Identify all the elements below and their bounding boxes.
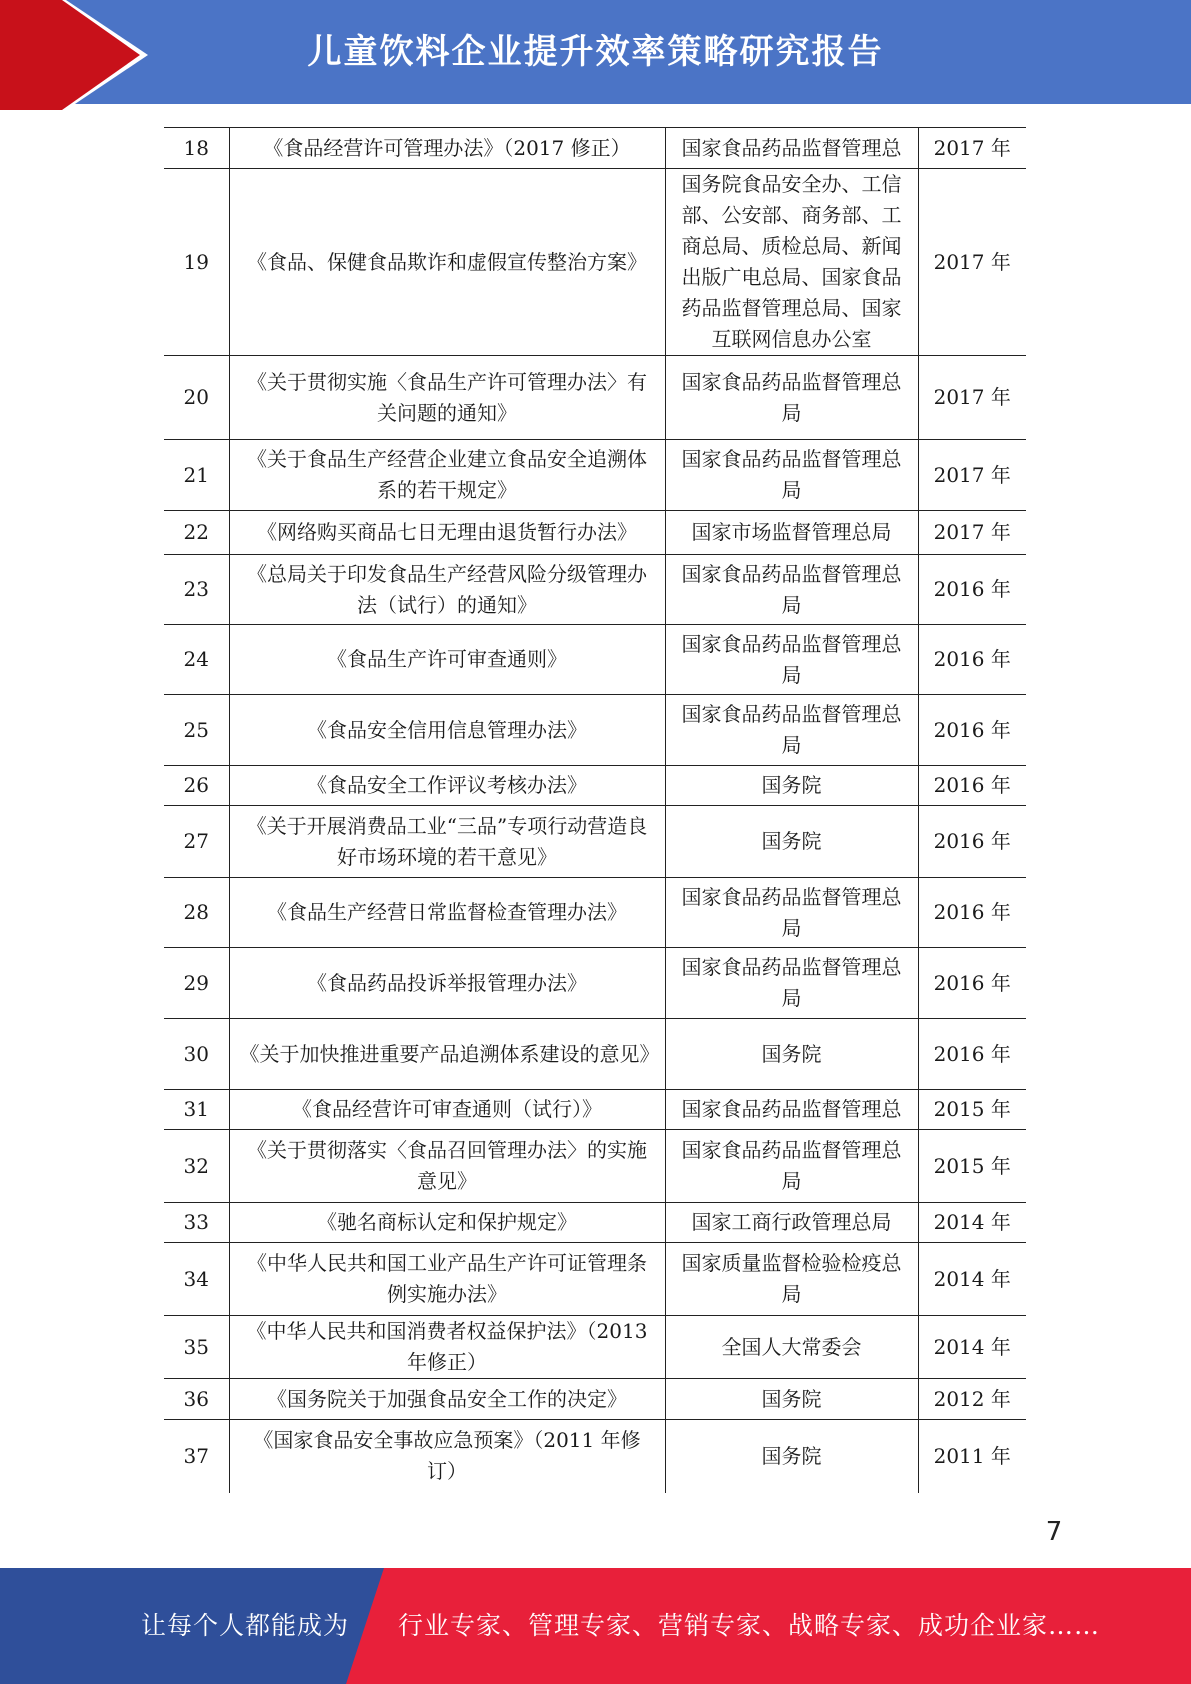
table-row <box>164 1203 1026 1243</box>
issuing-authority: 国家食品药品监督管理总局 <box>665 356 918 440</box>
issue-year: 2017 年 <box>918 356 1026 440</box>
row-number: 30 <box>164 1019 229 1090</box>
issuing-authority: 国家食品药品监督管理总局 <box>665 555 918 625</box>
row-number: 18 <box>164 128 229 169</box>
issue-year: 2014 年 <box>918 1243 1026 1316</box>
issuing-authority: 国家食品药品监督管理总局 <box>665 695 918 766</box>
footer-slogan-left: 让每个人都能成为 <box>141 1611 350 1640</box>
row-number: 32 <box>164 1130 229 1203</box>
issue-year: 2016 年 <box>918 806 1026 878</box>
regulation-name: 《关于加快推进重要产品追溯体系建设的意见》 <box>229 1019 665 1090</box>
table-row <box>164 1316 1026 1379</box>
regulation-name: 《国家食品安全事故应急预案》（2011 年修订） <box>229 1420 665 1493</box>
row-number: 25 <box>164 695 229 766</box>
table-row <box>164 511 1026 555</box>
page-number: 7 <box>1045 1517 1063 1547</box>
table-row <box>164 356 1026 440</box>
regulation-name: 《食品、保健食品欺诈和虚假宣传整治方案》 <box>229 169 665 356</box>
regulation-name: 《食品生产经营日常监督检查管理办法》 <box>229 878 665 948</box>
row-number: 28 <box>164 878 229 948</box>
regulation-name: 《食品药品投诉举报管理办法》 <box>229 948 665 1019</box>
regulation-name: 《关于食品生产经营企业建立食品安全追溯体系的若干规定》 <box>229 440 665 511</box>
issue-year: 2016 年 <box>918 766 1026 806</box>
row-number: 35 <box>164 1316 229 1379</box>
footer-slogan-right: 行业专家、管理专家、营销专家、战略专家、成功企业家…… <box>398 1611 1101 1640</box>
regulation-name: 《食品经营许可管理办法》（2017 修正） <box>229 128 665 169</box>
issuing-authority: 国务院 <box>665 806 918 878</box>
table-row <box>164 128 1026 169</box>
issuing-authority: 国家食品药品监督管理总局 <box>665 440 918 511</box>
issuing-authority: 国务院食品安全办、工信部、公安部、商务部、工商总局、质检总局、新闻出版广电总局、国家食品药品监督管理总局、国家互联网信息办公室 <box>665 169 918 356</box>
issue-year: 2016 年 <box>918 1019 1026 1090</box>
row-number: 31 <box>164 1090 229 1130</box>
regulation-name: 《国务院关于加强食品安全工作的决定》 <box>229 1379 665 1420</box>
regulation-name: 《食品生产许可审查通则》 <box>229 625 665 695</box>
row-number: 23 <box>164 555 229 625</box>
row-number: 27 <box>164 806 229 878</box>
row-number: 21 <box>164 440 229 511</box>
issuing-authority: 全国人大常委会 <box>665 1316 918 1379</box>
issuing-authority: 国家工商行政管理总局 <box>665 1203 918 1243</box>
table-row <box>164 440 1026 511</box>
table-row <box>164 1243 1026 1316</box>
issue-year: 2016 年 <box>918 555 1026 625</box>
row-number: 36 <box>164 1379 229 1420</box>
issue-year: 2014 年 <box>918 1203 1026 1243</box>
row-number: 34 <box>164 1243 229 1316</box>
table-row <box>164 1090 1026 1130</box>
table-row <box>164 169 1026 356</box>
regulation-name: 《关于贯彻实施〈食品生产许可管理办法〉有关问题的通知》 <box>229 356 665 440</box>
issuing-authority: 国家质量监督检验检疫总局 <box>665 1243 918 1316</box>
row-number: 19 <box>164 169 229 356</box>
issue-year: 2012 年 <box>918 1379 1026 1420</box>
issue-year: 2017 年 <box>918 511 1026 555</box>
issue-year: 2017 年 <box>918 128 1026 169</box>
table-row <box>164 1420 1026 1493</box>
regulation-name: 《中华人民共和国工业产品生产许可证管理条例实施办法》 <box>229 1243 665 1316</box>
issue-year: 2014 年 <box>918 1316 1026 1379</box>
table-row <box>164 766 1026 806</box>
table-row <box>164 695 1026 766</box>
issuing-authority: 国务院 <box>665 766 918 806</box>
row-number: 26 <box>164 766 229 806</box>
table-row <box>164 878 1026 948</box>
table-row <box>164 1379 1026 1420</box>
issue-year: 2016 年 <box>918 948 1026 1019</box>
row-number: 29 <box>164 948 229 1019</box>
row-number: 22 <box>164 511 229 555</box>
regulations-table <box>164 127 1026 1493</box>
regulation-name: 《关于贯彻落实〈食品召回管理办法〉的实施意见》 <box>229 1130 665 1203</box>
regulation-name: 《网络购买商品七日无理由退货暂行办法》 <box>229 511 665 555</box>
row-number: 37 <box>164 1420 229 1493</box>
issue-year: 2016 年 <box>918 878 1026 948</box>
regulation-name: 《食品安全工作评议考核办法》 <box>229 766 665 806</box>
row-number: 20 <box>164 356 229 440</box>
issuing-authority: 国家食品药品监督管理总 <box>665 128 918 169</box>
regulation-name: 《驰名商标认定和保护规定》 <box>229 1203 665 1243</box>
row-number: 33 <box>164 1203 229 1243</box>
issue-year: 2016 年 <box>918 695 1026 766</box>
issuing-authority: 国务院 <box>665 1019 918 1090</box>
regulation-name: 《食品安全信用信息管理办法》 <box>229 695 665 766</box>
row-number: 24 <box>164 625 229 695</box>
table-row <box>164 948 1026 1019</box>
table-row <box>164 1019 1026 1090</box>
issue-year: 2015 年 <box>918 1090 1026 1130</box>
table-row <box>164 555 1026 625</box>
table-row <box>164 1130 1026 1203</box>
regulation-name: 《中华人民共和国消费者权益保护法》（2013 年修正） <box>229 1316 665 1379</box>
issuing-authority: 国务院 <box>665 1420 918 1493</box>
issue-year: 2016 年 <box>918 625 1026 695</box>
issue-year: 2017 年 <box>918 169 1026 356</box>
issuing-authority: 国家食品药品监督管理总局 <box>665 625 918 695</box>
issuing-authority: 国家食品药品监督管理总局 <box>665 1130 918 1203</box>
issuing-authority: 国家市场监督管理总局 <box>665 511 918 555</box>
issuing-authority: 国家食品药品监督管理总 <box>665 1090 918 1130</box>
issuing-authority: 国家食品药品监督管理总局 <box>665 878 918 948</box>
table-row <box>164 806 1026 878</box>
issuing-authority: 国务院 <box>665 1379 918 1420</box>
issue-year: 2011 年 <box>918 1420 1026 1493</box>
regulation-name: 《关于开展消费品工业“三品”专项行动营造良好市场环境的若干意见》 <box>229 806 665 878</box>
issue-year: 2015 年 <box>918 1130 1026 1203</box>
document-title: 儿童饮料企业提升效率策略研究报告 <box>307 32 884 72</box>
issuing-authority: 国家食品药品监督管理总局 <box>665 948 918 1019</box>
regulation-name: 《总局关于印发食品生产经营风险分级管理办法（试行）的通知》 <box>229 555 665 625</box>
page-footer <box>0 1568 1191 1684</box>
issue-year: 2017 年 <box>918 440 1026 511</box>
table-row <box>164 625 1026 695</box>
regulation-name: 《食品经营许可审查通则（试行）》 <box>229 1090 665 1130</box>
page-header <box>0 0 1191 110</box>
